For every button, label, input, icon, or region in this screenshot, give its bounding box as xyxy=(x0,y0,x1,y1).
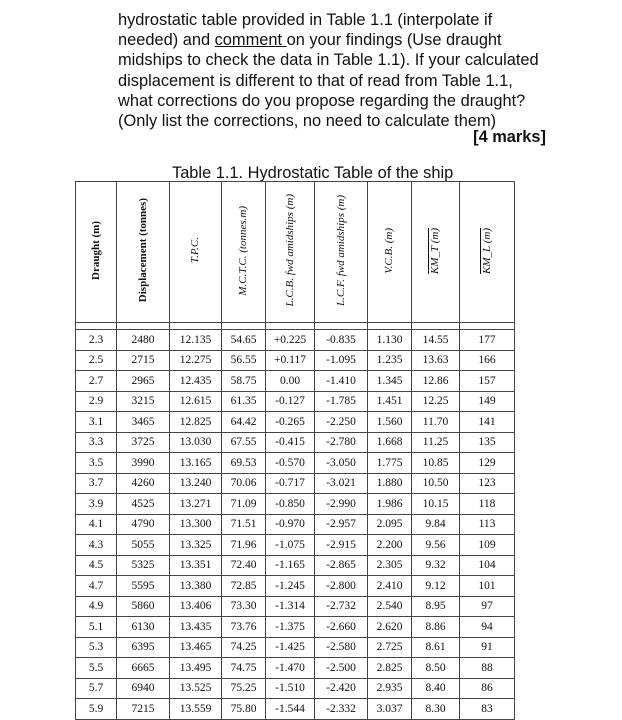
question-line-3: midships to check the data in Table 1.1). If your calculated xyxy=(118,51,539,70)
table-cell: 141 xyxy=(460,412,515,433)
table-row xyxy=(76,576,515,597)
table-cell: 54.65 xyxy=(222,330,266,351)
question-text xyxy=(118,10,550,131)
table-cell: 135 xyxy=(460,432,515,453)
table-cell: 177 xyxy=(460,330,515,351)
table-cell: +0.117 xyxy=(266,350,315,371)
table-cell: 1.130 xyxy=(368,330,412,351)
question-line-5: what corrections do you propose regarding the draught? xyxy=(118,91,526,110)
table-cell: 13.240 xyxy=(170,473,222,494)
table-cell: 1.668 xyxy=(368,432,412,453)
table-cell: -2.580 xyxy=(315,637,368,658)
table-cell: 74.75 xyxy=(222,658,266,679)
question-line-2 xyxy=(118,30,550,50)
table-cell: -2.957 xyxy=(315,514,368,535)
table-cell: 3.5 xyxy=(76,453,117,474)
table-cell: 4.9 xyxy=(76,596,117,617)
table-cell: 13.325 xyxy=(170,535,222,556)
table-row xyxy=(76,514,515,535)
table-cell: -0.970 xyxy=(266,514,315,535)
table-cell: 5.7 xyxy=(76,678,117,699)
table-cell: 75.25 xyxy=(222,678,266,699)
table-cell: -2.732 xyxy=(315,596,368,617)
table-cell: 69.53 xyxy=(222,453,266,474)
table-cell: -2.800 xyxy=(315,576,368,597)
question-line-2-pre: needed) and xyxy=(118,31,215,50)
table-cell: 13.271 xyxy=(170,494,222,515)
table-cell: -2.420 xyxy=(315,678,368,699)
table-cell: 10.50 xyxy=(412,473,460,494)
table-cell: 104 xyxy=(460,555,515,576)
table-cell: 4.7 xyxy=(76,576,117,597)
table-row xyxy=(76,699,515,720)
header-kmt: KM_T (m) xyxy=(412,182,460,323)
table-row xyxy=(76,596,515,617)
table-cell: 71.09 xyxy=(222,494,266,515)
header-row xyxy=(76,182,515,323)
table-cell: 6665 xyxy=(117,658,170,679)
table-cell: 113 xyxy=(460,514,515,535)
table-cell: 13.380 xyxy=(170,576,222,597)
table-cell: 5860 xyxy=(117,596,170,617)
table-cell: 9.56 xyxy=(412,535,460,556)
table-row xyxy=(76,637,515,658)
table-cell: 13.63 xyxy=(412,350,460,371)
table-cell: -0.717 xyxy=(266,473,315,494)
table-cell: 72.85 xyxy=(222,576,266,597)
table-cell: -0.570 xyxy=(266,453,315,474)
table-cell: 2.7 xyxy=(76,371,117,392)
question-line-1: hydrostatic table provided in Table 1.1 (interpolate if xyxy=(118,11,493,29)
question-line-2-post: on your findings (Use draught xyxy=(286,31,502,50)
table-cell: 157 xyxy=(460,371,515,392)
table-cell: 149 xyxy=(460,391,515,412)
table-cell: 75.80 xyxy=(222,699,266,720)
table-row xyxy=(76,432,515,453)
table-cell: 86 xyxy=(460,678,515,699)
table-row xyxy=(76,494,515,515)
table-cell: -1.245 xyxy=(266,576,315,597)
table-cell: -0.835 xyxy=(315,330,368,351)
header-displacement: Displacement (tonnes) xyxy=(117,182,170,323)
table-cell: -1.470 xyxy=(266,658,315,679)
table-cell: 3465 xyxy=(117,412,170,433)
table-cell: -1.075 xyxy=(266,535,315,556)
table-cell: 13.435 xyxy=(170,617,222,638)
table-cell: -2.915 xyxy=(315,535,368,556)
table-cell: 6395 xyxy=(117,637,170,658)
table-cell: 1.560 xyxy=(368,412,412,433)
table-cell: 74.25 xyxy=(222,637,266,658)
table-cell: 4790 xyxy=(117,514,170,535)
table-cell: 3990 xyxy=(117,453,170,474)
table-row xyxy=(76,617,515,638)
table-cell: 8.61 xyxy=(412,637,460,658)
table-row xyxy=(76,412,515,433)
table-cell: 13.559 xyxy=(170,699,222,720)
table-cell: 13.030 xyxy=(170,432,222,453)
table-cell: 3.3 xyxy=(76,432,117,453)
table-cell: -0.265 xyxy=(266,412,315,433)
table-cell: 1.235 xyxy=(368,350,412,371)
table-cell: -1.425 xyxy=(266,637,315,658)
table-cell: 5.1 xyxy=(76,617,117,638)
table-cell: 8.95 xyxy=(412,596,460,617)
table-cell: 12.25 xyxy=(412,391,460,412)
table-cell: 3725 xyxy=(117,432,170,453)
table-cell: -2.250 xyxy=(315,412,368,433)
table-cell: 1.775 xyxy=(368,453,412,474)
table-cell: 3.7 xyxy=(76,473,117,494)
table-cell: 0.00 xyxy=(266,371,315,392)
table-cell: 13.300 xyxy=(170,514,222,535)
table-cell: 64.42 xyxy=(222,412,266,433)
table-row xyxy=(76,473,515,494)
table-cell: -0.850 xyxy=(266,494,315,515)
table-cell: 12.615 xyxy=(170,391,222,412)
table-cell: 13.465 xyxy=(170,637,222,658)
header-vcb: V.C.B. (m) xyxy=(368,182,412,323)
table-cell: -0.127 xyxy=(266,391,315,412)
table-cell: 1.451 xyxy=(368,391,412,412)
hydrostatic-table xyxy=(75,181,515,720)
table-cell: 5055 xyxy=(117,535,170,556)
table-cell: 2.3 xyxy=(76,330,117,351)
table-cell: 2.5 xyxy=(76,350,117,371)
table-cell: 4525 xyxy=(117,494,170,515)
table-cell: 12.86 xyxy=(412,371,460,392)
table-cell: 2.200 xyxy=(368,535,412,556)
table-cell: 8.30 xyxy=(412,699,460,720)
table-row xyxy=(76,330,515,351)
spacer-row xyxy=(76,323,515,330)
table-cell: 2965 xyxy=(117,371,170,392)
table-cell: 4.5 xyxy=(76,555,117,576)
header-mctc: M.C.T.C. (tonnes.m) xyxy=(222,182,266,323)
table-cell: 70.06 xyxy=(222,473,266,494)
table-cell: 56.55 xyxy=(222,350,266,371)
table-cell: 7215 xyxy=(117,699,170,720)
table-row xyxy=(76,678,515,699)
table-cell: 5595 xyxy=(117,576,170,597)
table-cell: 9.32 xyxy=(412,555,460,576)
table-caption: Table 1.1. Hydrostatic Table of the ship xyxy=(172,164,454,182)
table-cell: 58.75 xyxy=(222,371,266,392)
table-row xyxy=(76,535,515,556)
table-cell: 12.825 xyxy=(170,412,222,433)
table-cell: 94 xyxy=(460,617,515,638)
table-row xyxy=(76,350,515,371)
table-cell: 101 xyxy=(460,576,515,597)
table-cell: 13.525 xyxy=(170,678,222,699)
comment-underlined: comment xyxy=(214,31,287,50)
table-cell: -2.780 xyxy=(315,432,368,453)
table-cell: 3.1 xyxy=(76,412,117,433)
table-cell: 91 xyxy=(460,637,515,658)
table-cell: 5.9 xyxy=(76,699,117,720)
table-cell: 97 xyxy=(460,596,515,617)
table-cell: 109 xyxy=(460,535,515,556)
table-row xyxy=(76,371,515,392)
table-cell: -0.415 xyxy=(266,432,315,453)
table-cell: 5325 xyxy=(117,555,170,576)
table-cell: -1.510 xyxy=(266,678,315,699)
table-cell: 11.25 xyxy=(412,432,460,453)
table-cell: 71.51 xyxy=(222,514,266,535)
table-cell: 61.35 xyxy=(222,391,266,412)
table-cell: -1.314 xyxy=(266,596,315,617)
header-lcb: L.C.B. fwd amidships (m) xyxy=(266,182,315,323)
table-cell: 2.540 xyxy=(368,596,412,617)
table-cell: 2.9 xyxy=(76,391,117,412)
table-cell: 129 xyxy=(460,453,515,474)
table-cell: -1.410 xyxy=(315,371,368,392)
table-cell: 5.3 xyxy=(76,637,117,658)
table-cell: 9.84 xyxy=(412,514,460,535)
table-row xyxy=(76,658,515,679)
table-cell: 2.410 xyxy=(368,576,412,597)
table-cell: 13.351 xyxy=(170,555,222,576)
table-cell: 2480 xyxy=(117,330,170,351)
table-cell: 166 xyxy=(460,350,515,371)
table-cell: 2.305 xyxy=(368,555,412,576)
header-lcf: L.C.F. fwd amidships (m) xyxy=(315,182,368,323)
table-body xyxy=(76,330,515,720)
table-cell: 12.435 xyxy=(170,371,222,392)
table-cell: 2.825 xyxy=(368,658,412,679)
table-cell: 83 xyxy=(460,699,515,720)
table-cell: 3.037 xyxy=(368,699,412,720)
table-cell: 4.3 xyxy=(76,535,117,556)
table-cell: 8.50 xyxy=(412,658,460,679)
table-cell: 2.095 xyxy=(368,514,412,535)
table-cell: -2.332 xyxy=(315,699,368,720)
table-cell: 3.9 xyxy=(76,494,117,515)
table-cell: 72.40 xyxy=(222,555,266,576)
table-cell: 67.55 xyxy=(222,432,266,453)
table-cell: 1.345 xyxy=(368,371,412,392)
table-cell: -1.095 xyxy=(315,350,368,371)
table-cell: 6940 xyxy=(117,678,170,699)
table-cell: 2.620 xyxy=(368,617,412,638)
table-cell: 10.85 xyxy=(412,453,460,474)
table-cell: 13.406 xyxy=(170,596,222,617)
table-cell: 4260 xyxy=(117,473,170,494)
table-cell: -3.050 xyxy=(315,453,368,474)
table-cell: 8.40 xyxy=(412,678,460,699)
table-cell: 3215 xyxy=(117,391,170,412)
table-cell: -2.990 xyxy=(315,494,368,515)
table-cell: 1.986 xyxy=(368,494,412,515)
table-cell: 88 xyxy=(460,658,515,679)
table-cell: 12.135 xyxy=(170,330,222,351)
header-draught: Draught (m) xyxy=(76,182,117,323)
table-cell: 2.725 xyxy=(368,637,412,658)
table-cell: 13.495 xyxy=(170,658,222,679)
table-cell: 14.55 xyxy=(412,330,460,351)
table-cell: -1.165 xyxy=(266,555,315,576)
table-cell: 13.165 xyxy=(170,453,222,474)
table-cell: +0.225 xyxy=(266,330,315,351)
table-cell: 71.96 xyxy=(222,535,266,556)
table-cell: 5.5 xyxy=(76,658,117,679)
marks-label: [4 marks] xyxy=(473,128,546,146)
table-cell: 73.30 xyxy=(222,596,266,617)
table-cell: 123 xyxy=(460,473,515,494)
table-cell: -2.500 xyxy=(315,658,368,679)
header-kml: KM_L (m) xyxy=(460,182,515,323)
table-cell: 12.275 xyxy=(170,350,222,371)
header-tpc: T.P.C. xyxy=(170,182,222,323)
table-cell: -1.544 xyxy=(266,699,315,720)
table-cell: 11.70 xyxy=(412,412,460,433)
question-line-4: displacement is different to that of read from Table 1.1, xyxy=(118,71,513,90)
table-cell: -3.021 xyxy=(315,473,368,494)
table-cell: 10.15 xyxy=(412,494,460,515)
table-cell: -2.660 xyxy=(315,617,368,638)
table-cell: 4.1 xyxy=(76,514,117,535)
table-row xyxy=(76,391,515,412)
table-cell: 6130 xyxy=(117,617,170,638)
question-line-6: (Only list the corrections, no need to calculate them) xyxy=(118,112,497,131)
table-cell: -1.785 xyxy=(315,391,368,412)
table-cell: -2.865 xyxy=(315,555,368,576)
table-cell: -1.375 xyxy=(266,617,315,638)
table-cell: 9.12 xyxy=(412,576,460,597)
table-cell: 1.880 xyxy=(368,473,412,494)
table-cell: 8.86 xyxy=(412,617,460,638)
table-cell: 2.935 xyxy=(368,678,412,699)
table-row xyxy=(76,453,515,474)
table-cell: 73.76 xyxy=(222,617,266,638)
table-row xyxy=(76,555,515,576)
table-cell: 2715 xyxy=(117,350,170,371)
table-cell: 118 xyxy=(460,494,515,515)
